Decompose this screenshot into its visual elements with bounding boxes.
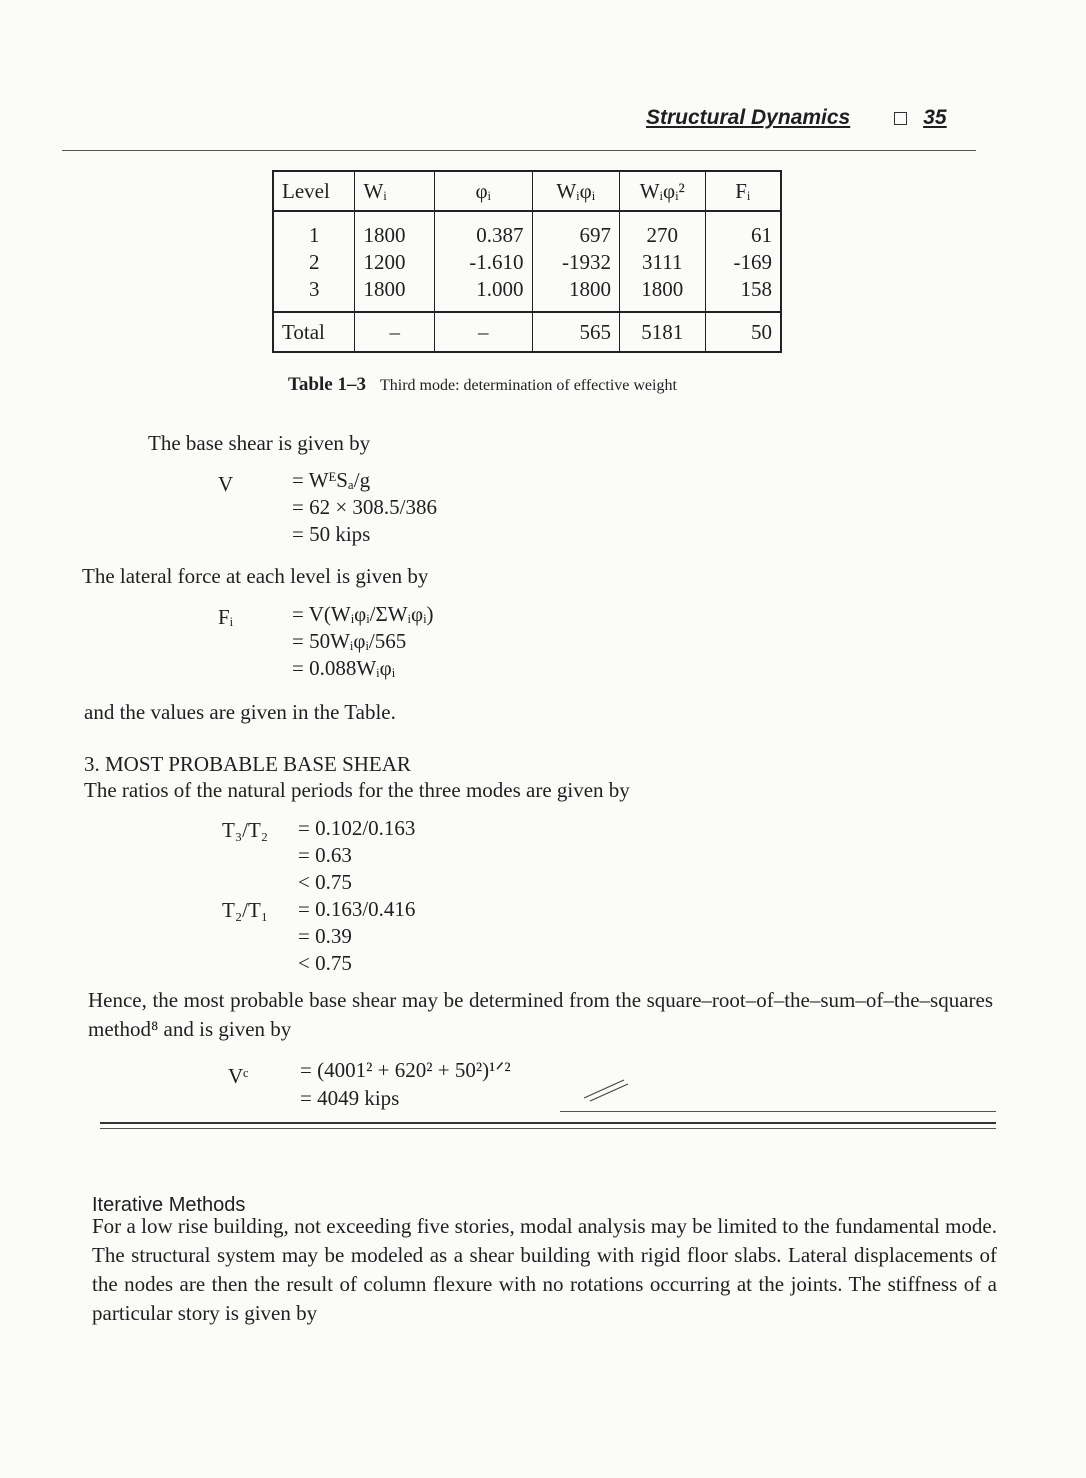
- table-cell: -1932: [532, 249, 620, 276]
- table-cell: 1800: [532, 276, 620, 312]
- table-caption: [288, 374, 677, 396]
- header-title: Structural Dynamics: [646, 106, 851, 129]
- table-cell: 565: [532, 312, 620, 352]
- table-cell: –: [434, 312, 532, 352]
- col-header-force: Fᵢ: [705, 171, 781, 211]
- iterative-body: For a low rise building, not exceeding five stories, modal analysis may be limited to the fundamental mode. The structural system may be modeled as a shear building with rigid floor slabs. Lateral displacements of the nodes are then the result of column flexure with no rotations occurring at the joints. The stiffness of a particular story is given by: [92, 1214, 997, 1325]
- header-rule: [62, 150, 976, 151]
- lateral-force-intro: The lateral force at each level is given by: [82, 564, 429, 588]
- section-heading: 3. MOST PROBABLE BASE SHEAR: [84, 752, 411, 776]
- table-cell: –: [355, 312, 434, 352]
- table-header-row: [273, 171, 781, 211]
- table-caption-label: Table 1–3: [288, 374, 366, 395]
- equation-line: < 0.75: [298, 951, 352, 975]
- table-row: [273, 276, 781, 312]
- lateral-force-outro: and the values are given in the Table.: [84, 700, 396, 724]
- equation-line: = V(Wᵢφᵢ/ΣWᵢφᵢ): [292, 602, 434, 626]
- equation-line: = 50Wᵢφᵢ/565: [292, 629, 407, 653]
- ratio-lhs: T₃/T₂: [222, 818, 269, 842]
- table-cell: 697: [532, 211, 620, 249]
- table-cell: 270: [620, 211, 706, 249]
- table-cell: 2: [273, 249, 355, 276]
- iterative-heading: Iterative Methods: [92, 1194, 246, 1216]
- table-caption-text: Third mode: determination of effective weight: [379, 377, 677, 394]
- square-icon: [894, 112, 907, 125]
- table-cell: -169: [705, 249, 781, 276]
- section-rule-double: [100, 1122, 996, 1124]
- base-shear-combined-lhs: Vᶜ: [228, 1064, 249, 1088]
- col-header-w-phi-sq: Wᵢφᵢ²: [620, 171, 706, 211]
- equation-line: = WᴱSₐ/g: [292, 468, 371, 492]
- table-cell: 1800: [620, 276, 706, 312]
- equation-line: = 0.102/0.163: [298, 816, 416, 840]
- equation-line: < 0.75: [298, 870, 352, 894]
- table-cell: 3111: [620, 249, 706, 276]
- table-cell: 5181: [620, 312, 706, 352]
- col-header-phi: φᵢ: [434, 171, 532, 211]
- table-cell: 0.387: [434, 211, 532, 249]
- base-shear-intro: The base shear is given by: [148, 431, 371, 455]
- col-header-weight: Wᵢ: [355, 171, 434, 211]
- table-cell: 1: [273, 211, 355, 249]
- table-cell: 50: [705, 312, 781, 352]
- effective-weight-table: [272, 170, 782, 353]
- table-cell: 1200: [355, 249, 434, 276]
- section-intro: The ratios of the natural periods for the three modes are given by: [84, 778, 630, 802]
- table-cell: 3: [273, 276, 355, 312]
- base-shear-lhs: V: [218, 472, 234, 496]
- running-header: [646, 106, 947, 130]
- equation-line: = 62 × 308.5/386: [292, 495, 438, 519]
- table-cell: 1.000: [434, 276, 532, 312]
- col-header-w-phi: Wᵢφᵢ: [532, 171, 620, 211]
- lateral-force-lhs: Fᵢ: [218, 605, 234, 629]
- table-row: [273, 211, 781, 249]
- equation-line: = 0.63: [298, 843, 352, 867]
- table-cell: 158: [705, 276, 781, 312]
- section-rule: [560, 1111, 996, 1112]
- ratio-lhs: T₂/T₁: [222, 898, 269, 922]
- equation-line: = 0.39: [298, 924, 352, 948]
- table-cell: 61: [705, 211, 781, 249]
- srss-paragraph: Hence, the most probable base shear may be determined from the square–root–of–the–sum–of–the–squares method⁸ and is given by: [88, 988, 993, 1041]
- equation-line: = 4049 kips: [300, 1086, 400, 1110]
- col-header-level: Level: [273, 171, 355, 211]
- section-rule-thin: [100, 1128, 996, 1129]
- table-total-row: [273, 312, 781, 352]
- equation-line: = 50 kips: [292, 522, 371, 546]
- pen-mark: [580, 1074, 660, 1104]
- table-row: [273, 249, 781, 276]
- table-cell: 1800: [355, 211, 434, 249]
- page-number: 35: [923, 106, 947, 129]
- table-cell: 1800: [355, 276, 434, 312]
- equation-line: = 0.163/0.416: [298, 897, 416, 921]
- table-cell: Total: [273, 312, 355, 352]
- equation-line: = (4001² + 620² + 50²)¹ᐟ²: [300, 1058, 511, 1082]
- table-cell: -1.610: [434, 249, 532, 276]
- equation-line: = 0.088Wᵢφᵢ: [292, 656, 396, 680]
